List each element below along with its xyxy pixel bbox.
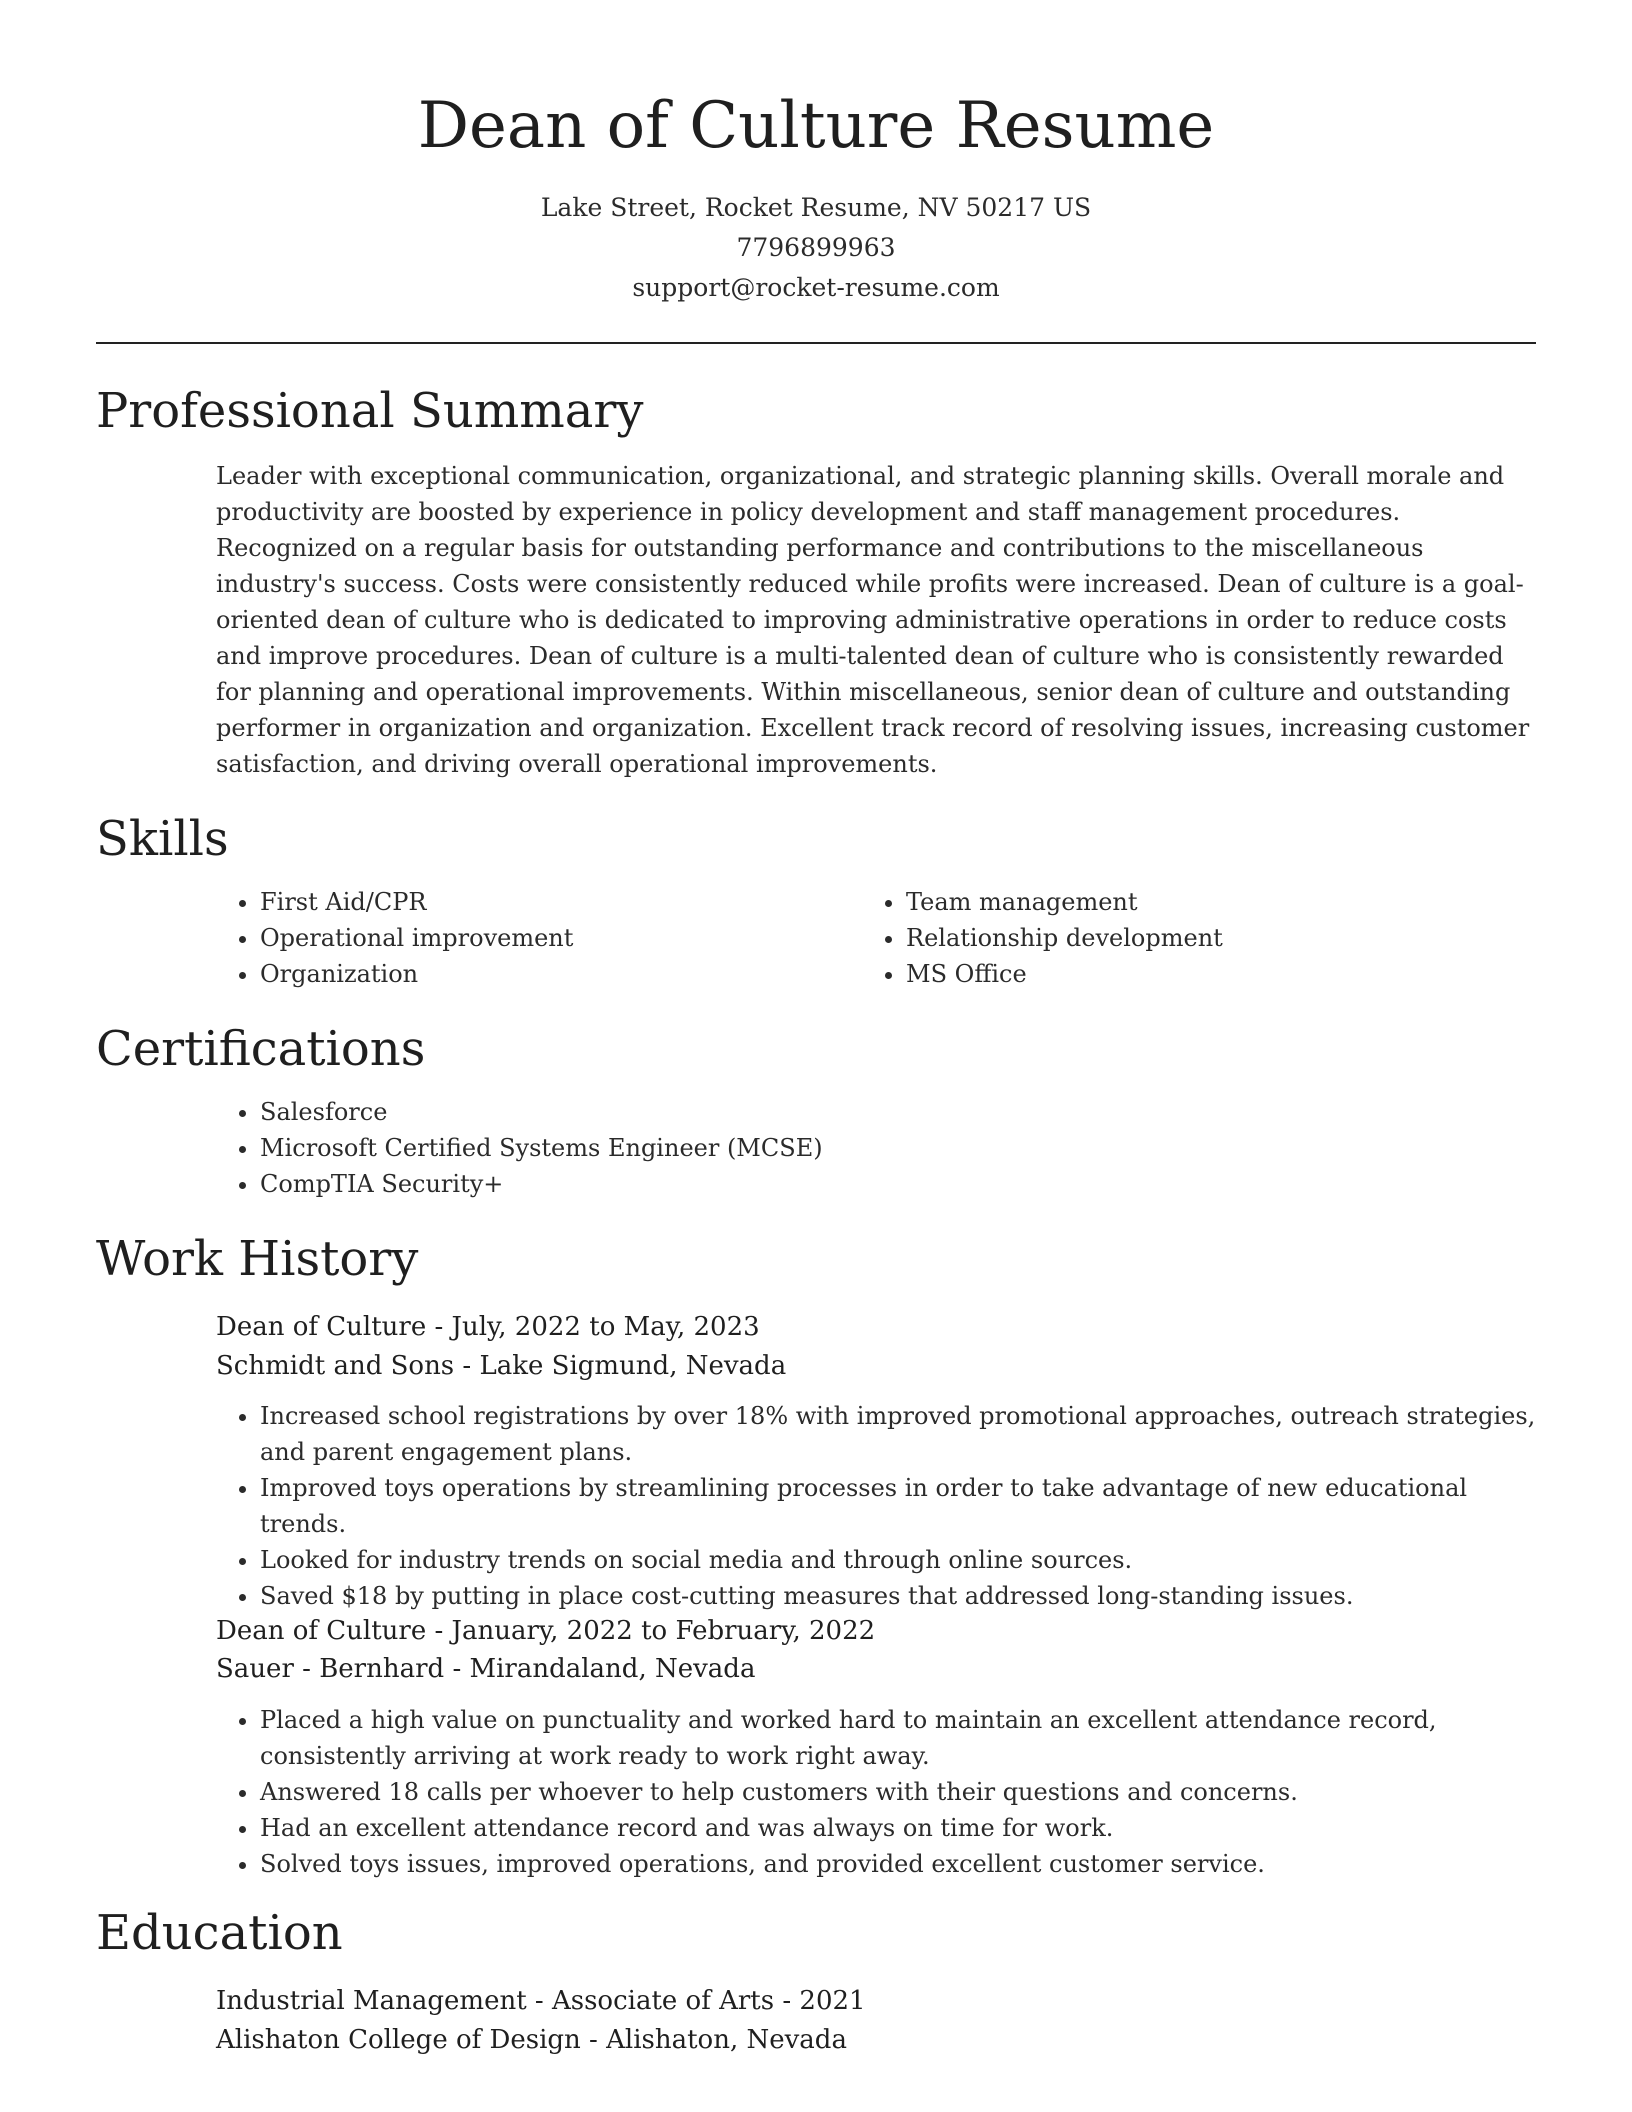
job-company-line: Sauer - Bernhard - Mirandaland, Nevada [216, 1654, 756, 1684]
contact-email: support@rocket-resume.com [632, 273, 1000, 302]
skill-item: • Team management [906, 884, 1506, 920]
job-title-line: Dean of Culture - July, 2022 to May, 2023 [216, 1312, 760, 1342]
contact-phone: 7796899963 [736, 233, 896, 262]
section-title-summary: Professional Summary [96, 383, 644, 439]
education-degree-line: Industrial Management - Associate of Arts - 2021 [216, 1986, 866, 2016]
header-divider [96, 342, 1536, 344]
job-bullet-item: • Increased school registrations by over 18% with improved promotional approaches, outreach strategies, and parent engagement plans. [260, 1398, 1544, 1470]
contact-info [96, 188, 1536, 308]
job-title-line: Dean of Culture - January, 2022 to February, 2022 [216, 1616, 876, 1646]
certifications-list [216, 1094, 1540, 1202]
skill-item: • Operational improvement [260, 920, 860, 956]
page-title: Dean of Culture Resume [417, 89, 1215, 163]
skill-item: • Relationship development [906, 920, 1506, 956]
job-bullet-item: • Looked for industry trends on social media and through online sources. [260, 1542, 1544, 1578]
section-title-certifications: Certifications [96, 1021, 426, 1077]
job-bullet-item: • Improved toys operations by streamlining processes in order to take advantage of new educational trends. [260, 1470, 1544, 1542]
job-bullet-item: • Had an excellent attendance record and was always on time for work. [260, 1810, 1544, 1846]
section-title-work-history: Work History [96, 1231, 419, 1287]
job-company-line: Schmidt and Sons - Lake Sigmund, Nevada [216, 1351, 787, 1381]
summary-text: Leader with exceptional communication, organizational, and strategic planning skills. Overall morale and productivity are boosted by experience in policy development and staff management procedures. Recognized on a regular basis for outstanding performance and contributions to the miscellaneous industry's success. Costs were consistently reduced while profits were increased. Dean of culture is a goal-oriented dean of culture who is dedicated to improving administrative operations in order to reduce costs and improve procedures. Dean of culture is a multi-talented dean of culture who is consistently rewarded for planning and operational improvements. Within miscellaneous, senior dean of culture and outstanding performer in organization and organization. Excellent track record of resolving issues, increasing customer satisfaction, and driving overall operational improvements. [216, 462, 1530, 778]
contact-address: Lake Street, Rocket Resume, NV 50217 US [540, 193, 1092, 222]
skill-item: • First Aid/CPR [260, 884, 860, 920]
section-title-education: Education [96, 1905, 343, 1961]
job-bullets [216, 1398, 1544, 1614]
job-bullets [216, 1702, 1544, 1882]
certification-item: • Microsoft Certified Systems Engineer (MCSE) [260, 1130, 1540, 1166]
skills-list-right [862, 884, 1506, 992]
skill-item: • MS Office [906, 956, 1506, 992]
resume-header [96, 84, 1536, 308]
section-title-skills: Skills [96, 811, 229, 867]
job-bullet-item: • Saved $18 by putting in place cost-cutting measures that addressed long-standing issues. [260, 1578, 1544, 1614]
job-bullet-item: • Placed a high value on punctuality and worked hard to maintain an excellent attendance record, consistently arriving at work ready to work right away. [260, 1702, 1544, 1774]
skill-item: • Organization [260, 956, 860, 992]
job-bullet-item: • Solved toys issues, improved operations, and provided excellent customer service. [260, 1846, 1544, 1882]
job-bullet-item: • Answered 18 calls per whoever to help customers with their questions and concerns. [260, 1774, 1544, 1810]
education-school-line: Alishaton College of Design - Alishaton, Nevada [216, 2025, 847, 2055]
certification-item: • CompTIA Security+ [260, 1166, 1540, 1202]
skills-list-left [216, 884, 860, 992]
certification-item: • Salesforce [260, 1094, 1540, 1130]
